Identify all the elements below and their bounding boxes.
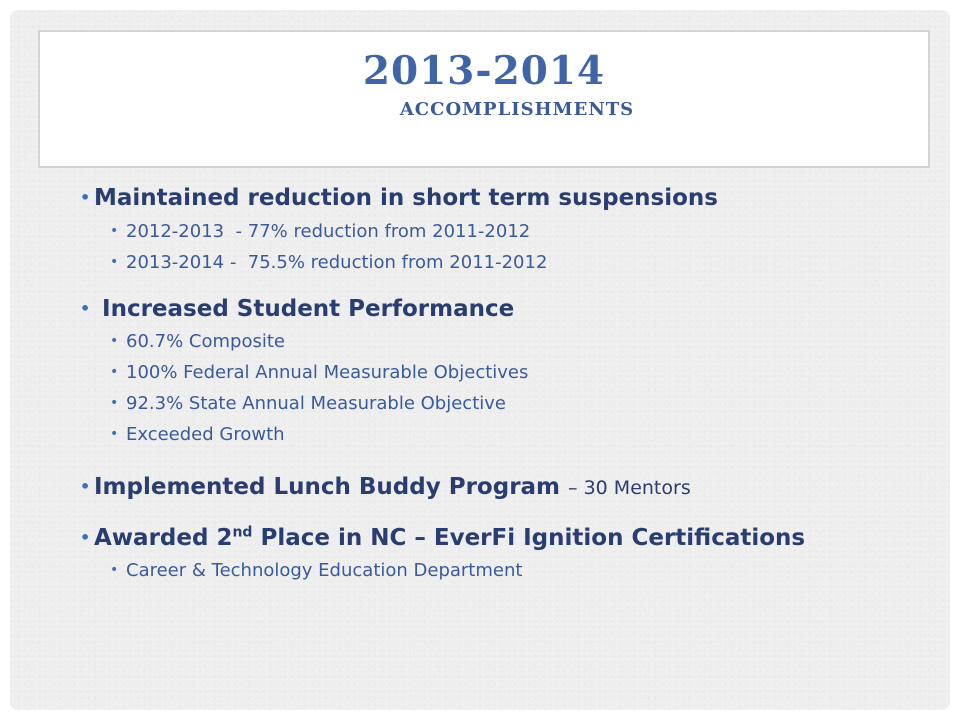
bullet-icon: • (80, 477, 91, 496)
list-item (60, 247, 950, 278)
bullet-heading-text: Increased Student Performance (94, 296, 515, 322)
bullet-content (60, 175, 950, 586)
list-item-text: 60.7% Composite (126, 331, 285, 352)
bullet-heading-text: Maintained reduction in short term suspensions (94, 185, 718, 211)
title-box (38, 30, 930, 168)
bullet-heading-text: Implemented Lunch Buddy Program (94, 474, 561, 500)
bullet-heading-suffix: – 30 Mentors (568, 477, 691, 499)
list-item-text: Exceeded Growth (126, 424, 285, 445)
bullet-heading-text-pre: Awarded 2 (94, 525, 233, 551)
bullet-icon: • (110, 562, 119, 578)
slide (10, 10, 950, 710)
list-item (60, 326, 950, 357)
list-item-text: Career & Technology Education Department (126, 560, 523, 581)
bullet-heading-lunch-buddy (60, 470, 950, 505)
bullet-icon: • (110, 333, 119, 349)
bullet-icon: • (80, 299, 91, 318)
slide-title-year: 2013-2014 (362, 48, 606, 94)
bullet-heading-text-post: Place in NC – EverFi Ignition Certifications (252, 525, 806, 551)
bullet-heading-everfi (60, 521, 950, 555)
bullet-icon: • (110, 364, 119, 380)
bullet-icon: • (110, 223, 119, 239)
list-item-text: 2013-2014 - 75.5% reduction from 2011-2012 (126, 252, 548, 273)
bullet-heading-performance (60, 292, 950, 326)
bullet-icon: • (110, 254, 119, 270)
list-item (60, 555, 950, 586)
list-item (60, 357, 950, 388)
list-item (60, 419, 950, 450)
bullet-icon: • (80, 188, 91, 207)
ordinal-superscript: nd (232, 524, 253, 541)
slide-title: ACCOMPLISHMENTS (399, 99, 635, 120)
list-item-text: 92.3% State Annual Measurable Objective (126, 393, 506, 414)
list-item (60, 216, 950, 247)
bullet-icon: • (110, 426, 119, 442)
bullet-icon: • (110, 395, 119, 411)
bullet-icon: • (80, 528, 91, 547)
list-item-text: 100% Federal Annual Measurable Objectives (126, 362, 529, 383)
list-item (60, 388, 950, 419)
list-item-text: 2012-2013 - 77% reduction from 2011-2012 (126, 221, 531, 242)
bullet-heading-suspensions (60, 181, 950, 215)
